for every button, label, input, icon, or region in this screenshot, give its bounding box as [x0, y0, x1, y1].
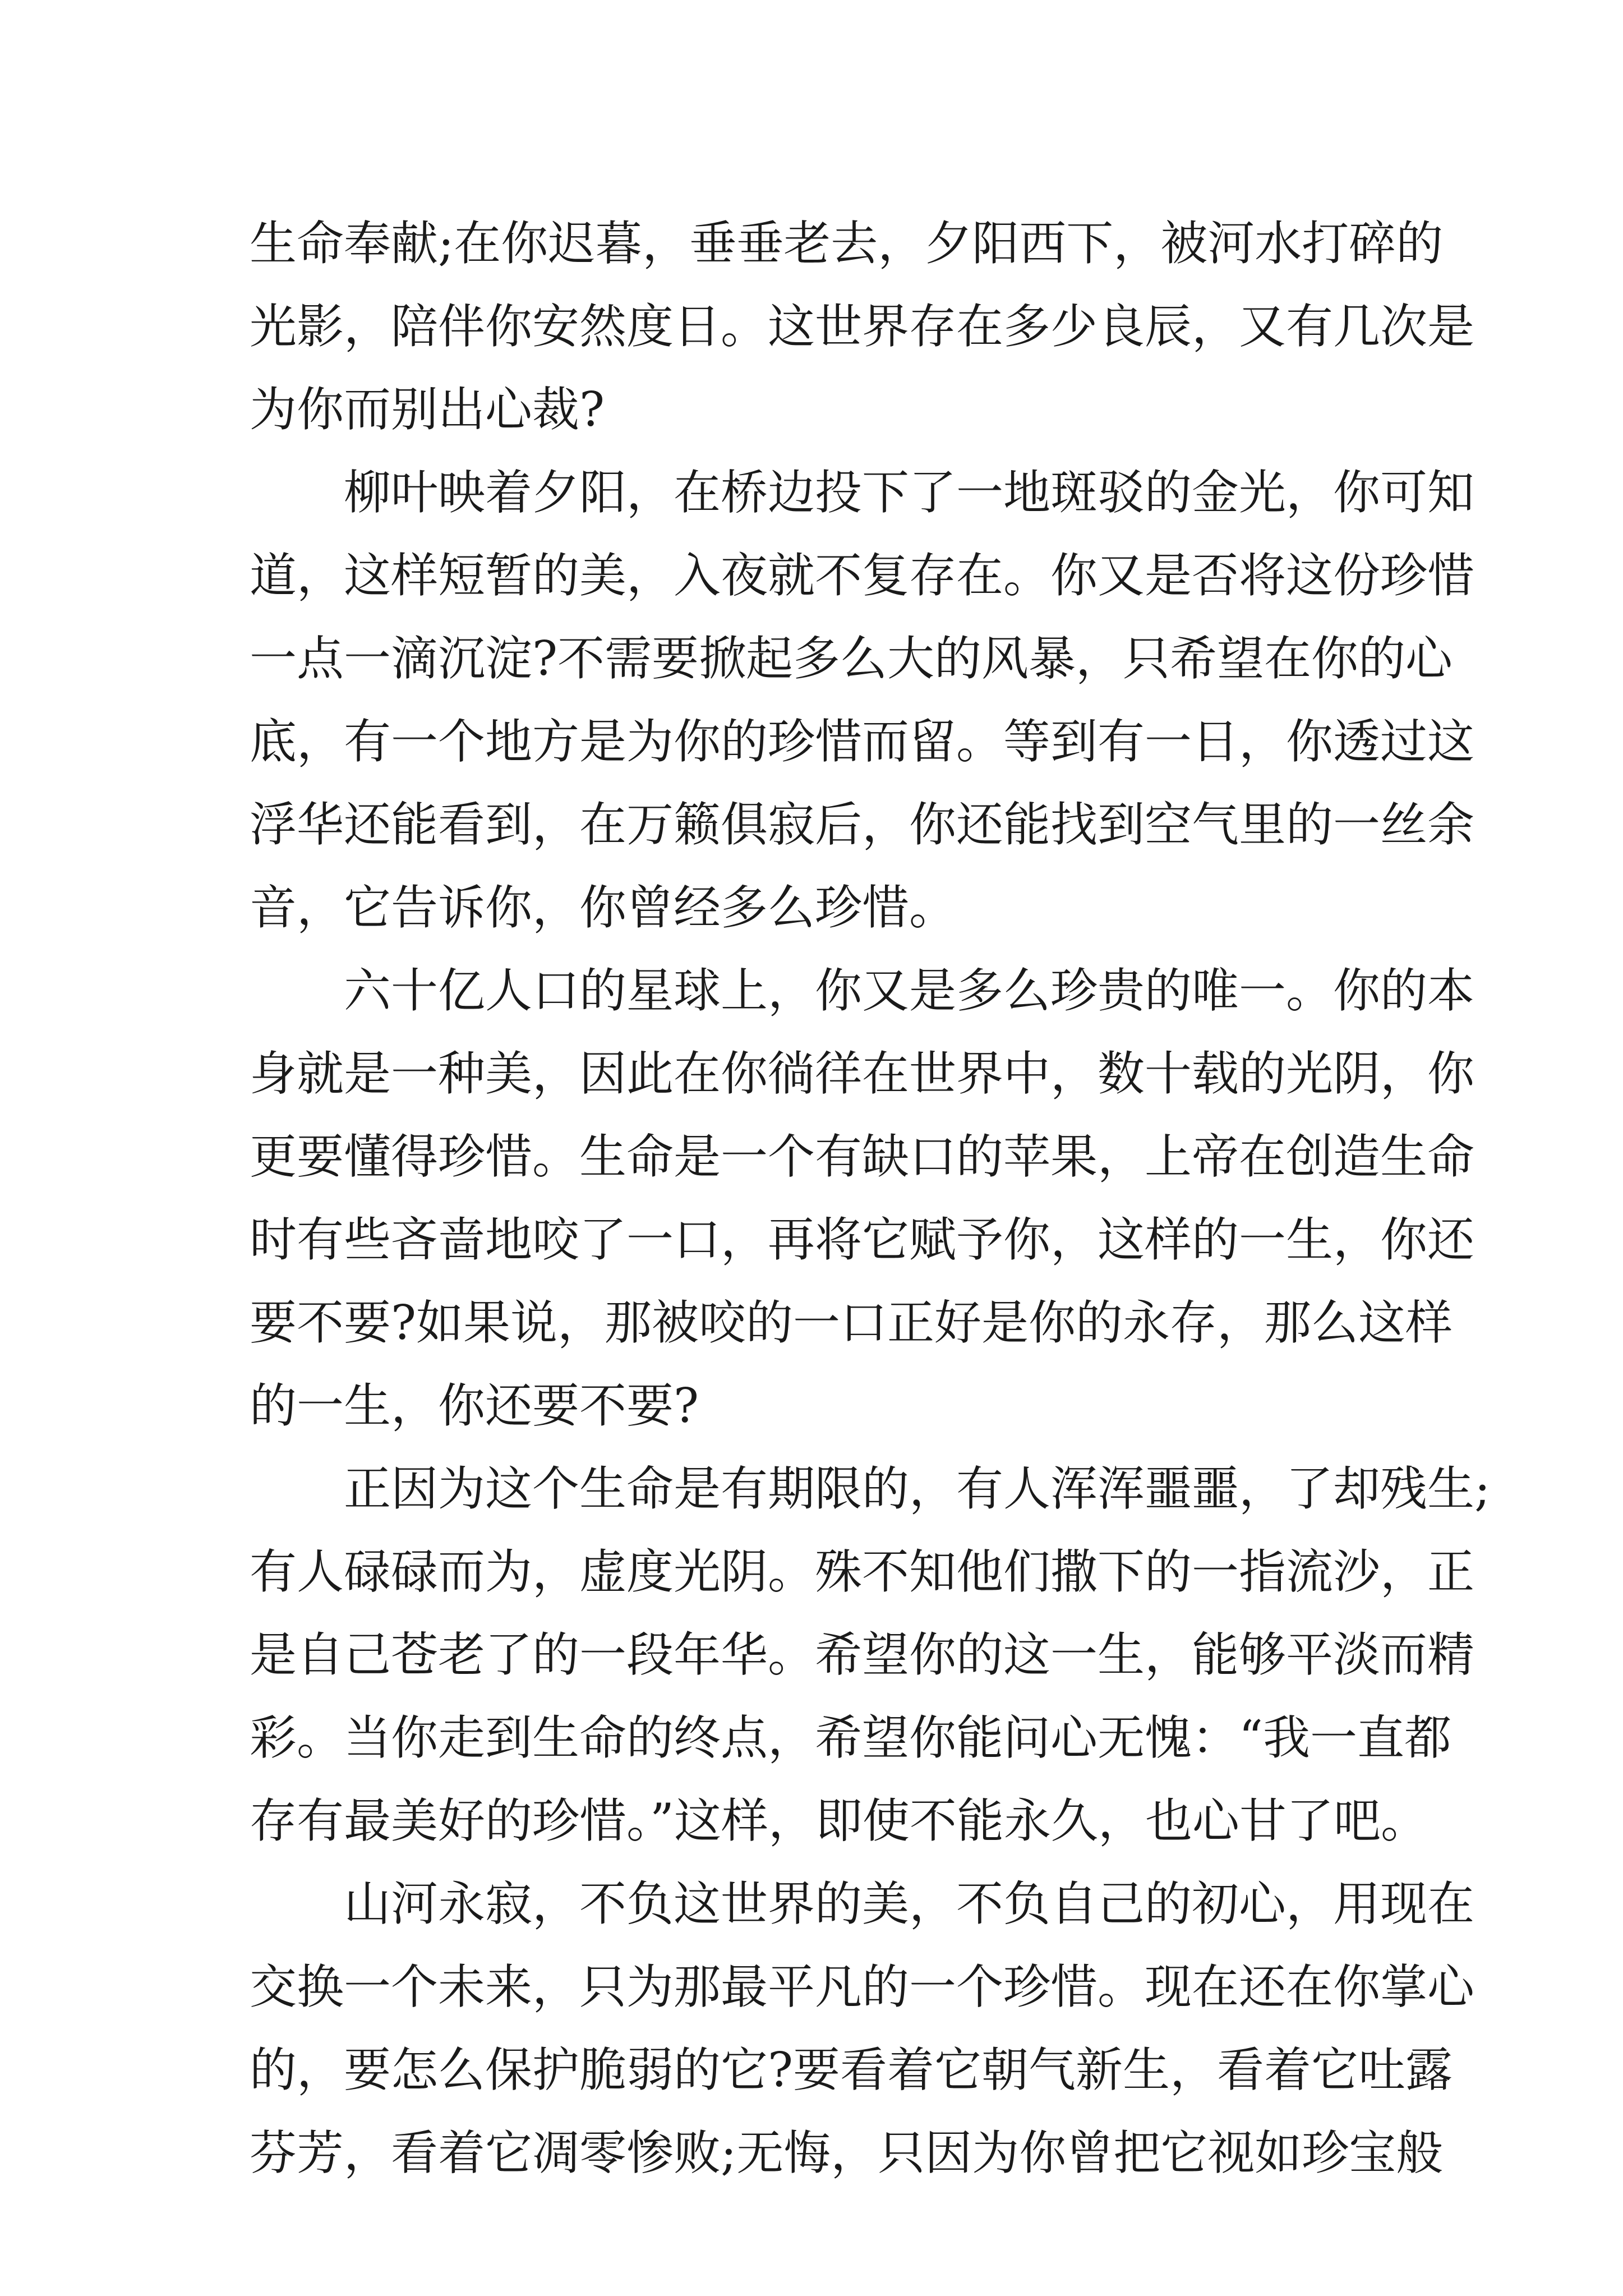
text-line: 音，它告诉你，你曾经多么珍惜。	[250, 880, 957, 935]
text-line: 要不要?如果说，那被咬的一口正好是你的永存，那么这样	[250, 1295, 1453, 1350]
text-line: 的一生，你还要不要?	[250, 1378, 699, 1433]
text-line: 底，有一个地方是为你的珍惜而留。等到有一日，你透过这	[250, 714, 1475, 769]
text-line: 光影，陪伴你安然度日。这世界存在多少良辰，又有几次是	[250, 299, 1475, 354]
paragraph	[250, 202, 1475, 451]
text-line: 彩。当你走到生命的终点，希望你能问心无愧：“我一直都	[250, 1710, 1451, 1765]
text-line: 六十亿人口的星球上，你又是多么珍贵的唯一。你的本	[250, 963, 1475, 1018]
text-line: 为你而别出心裁?	[250, 382, 605, 437]
text-line: 山河永寂，不负这世界的美，不负自己的初心，用现在	[250, 1876, 1475, 1931]
text-line: 柳叶映着夕阳，在桥边投下了一地斑驳的金光，你可知	[250, 465, 1475, 520]
text-line: 正因为这个生命是有期限的，有人浑浑噩噩，了却残生;	[250, 1461, 1491, 1516]
text-line: 浮华还能看到，在万籁俱寂后，你还能找到空气里的一丝余	[250, 797, 1475, 852]
paragraph	[250, 1862, 1475, 2194]
text-line: 更要懂得珍惜。生命是一个有缺口的苹果，上帝在创造生命	[250, 1129, 1475, 1184]
text-line: 交换一个未来，只为那最平凡的一个珍惜。现在还在你掌心	[250, 1959, 1475, 2014]
paragraph	[250, 949, 1475, 1447]
paragraph	[250, 1447, 1491, 1862]
text-line: 存有最美好的珍惜。”这样，即使不能永久，也心甘了吧。	[250, 1793, 1428, 1848]
paragraph	[250, 451, 1475, 949]
text-line: 是自己苍老了的一段年华。希望你的这一生，能够平淡而精	[250, 1627, 1475, 1682]
text-line: 的，要怎么保护脆弱的它?要看着它朝气新生，看着它吐露	[250, 2042, 1453, 2097]
text-line: 生命奉献;在你迟暮，垂垂老去，夕阳西下，被河水打碎的	[250, 216, 1444, 271]
text-line: 时有些吝啬地咬了一口，再将它赋予你，这样的一生，你还	[250, 1212, 1475, 1267]
text-line: 芬芳，看着它凋零惨败;无悔，只因为你曾把它视如珍宝般	[250, 2125, 1444, 2180]
text-line: 道，这样短暂的美，入夜就不复存在。你又是否将这份珍惜	[250, 548, 1475, 603]
text-line: 身就是一种美，因此在你徜徉在世界中，数十载的光阴，你	[250, 1046, 1475, 1101]
text-line: 有人碌碌而为，虚度光阴。殊不知他们撒下的一指流沙，正	[250, 1544, 1475, 1599]
body-text	[250, 202, 1491, 2194]
text-line: 一点一滴沉淀?不需要掀起多么大的风暴，只希望在你的心	[250, 631, 1453, 686]
